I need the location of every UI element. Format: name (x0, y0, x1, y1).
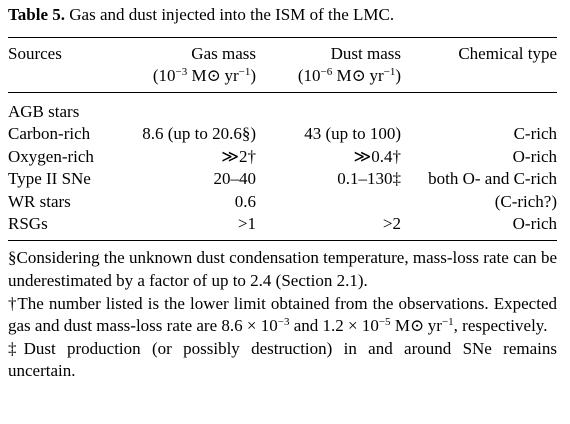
cell-gas: 0.6 (234, 191, 256, 211)
table-row (8, 123, 557, 145)
cell-dust: 0.1–130‡ (337, 169, 401, 189)
cell-chem: C-rich (513, 124, 557, 144)
table-caption-text: Gas and dust injected into the ISM of the LMC. (69, 5, 395, 24)
solar-symbol: ⊙ (206, 66, 221, 85)
cell-dust: ≫0.4† (353, 146, 401, 166)
table-header (8, 38, 558, 87)
footnote-dagger: †The number listed is the lower limit obtained from the observations. Expected gas and dust mass-loss rate are $8.6 \times 10^{-3}$ and $1.2 \times 10^{-5}$ M⊙ $yr^{-1}$, respectively. (8, 293, 557, 338)
table-body (8, 93, 558, 235)
cell-chem (401, 101, 557, 123)
cell-source: AGB stars (8, 102, 80, 121)
cell-chem: O-rich (512, 146, 557, 166)
cell-source: RSGs (8, 214, 48, 234)
solar-symbol: ⊙ (409, 316, 425, 336)
table-caption-label: Table 5. (8, 5, 66, 24)
table-row (8, 101, 557, 123)
cell-dust: >2 (382, 214, 401, 234)
header-chemical-type: Chemical type (458, 44, 557, 63)
cell-source: WR stars (8, 191, 71, 211)
table-row (8, 191, 557, 213)
table-page (8, 4, 558, 383)
table-notes (8, 247, 557, 383)
cell-dust (256, 191, 401, 213)
cell-gas: 20–40 (213, 169, 256, 189)
solar-symbol: ⊙ (351, 66, 366, 85)
bottom-rule (8, 240, 557, 241)
header-dust-unit: ($10^{-6}$ M⊙ $yr^{-1}$) (297, 66, 401, 85)
cell-chem: O-rich (512, 214, 557, 234)
cell-dust (256, 101, 401, 123)
header-dust-mass: Dust mass (330, 44, 401, 63)
table-caption (8, 4, 558, 26)
table-row (8, 213, 557, 235)
cell-source: Oxygen-rich (8, 146, 94, 166)
cell-chem: both O- and C-rich (428, 169, 557, 189)
header-gas-unit: ($10^{-3}$ M⊙ $yr^{-1}$) (152, 66, 256, 85)
cell-gas: ≫2† (221, 146, 256, 166)
footnote-section-sign: §Considering the unknown dust condensation temperature, mass-loss rate can be underestimated by a factor of up to 2.4 (Section 2.1). (8, 248, 557, 291)
cell-gas (126, 101, 256, 123)
cell-dust: 43 (up to 100) (304, 124, 401, 144)
footnote-double-dagger: ‡Dust production (or possibly destruction) in and around SNe remains uncertain. (8, 338, 557, 381)
cell-gas: 8.6 (up to 20.6§) (142, 124, 256, 144)
cell-source: Type II SNe (8, 169, 91, 189)
cell-chem: (C-rich?) (494, 191, 557, 211)
header-gas-mass: Gas mass (191, 44, 256, 63)
table-row (8, 168, 557, 190)
cell-source: Carbon-rich (8, 124, 91, 144)
cell-gas: >1 (237, 214, 256, 234)
header-sources: Sources (8, 44, 62, 63)
table-row (8, 146, 557, 168)
